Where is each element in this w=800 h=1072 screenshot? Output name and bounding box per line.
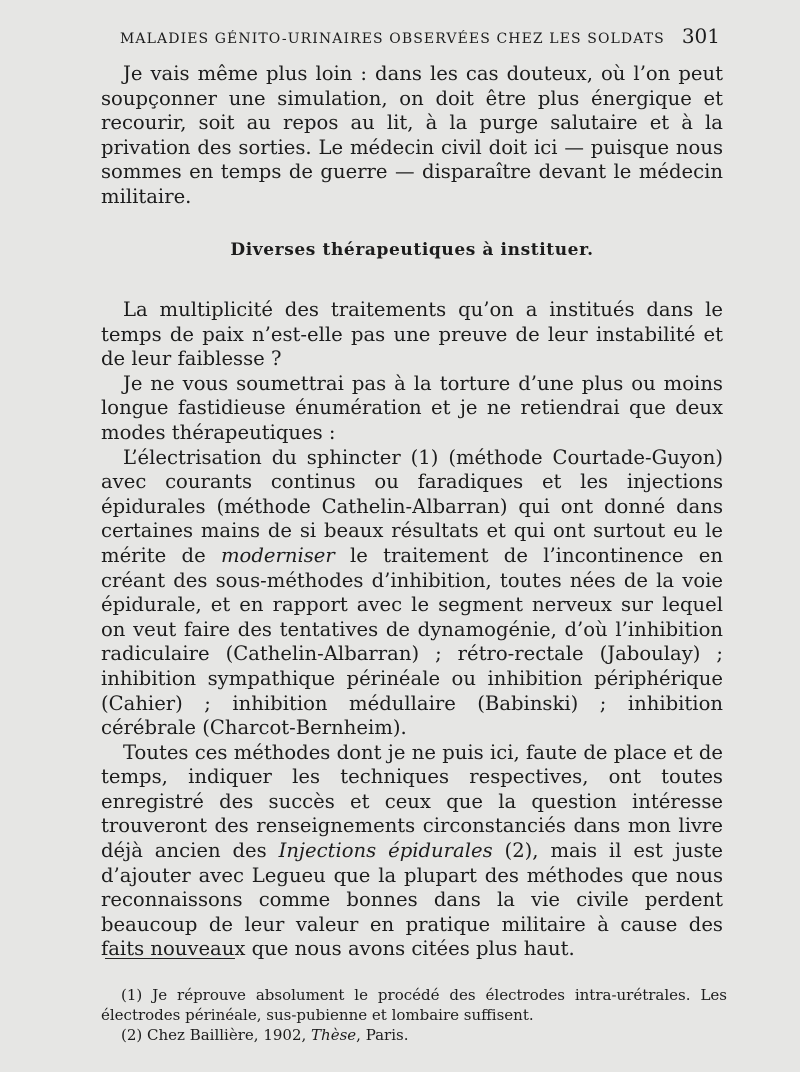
section-body — [101, 298, 723, 962]
intro-text — [101, 62, 723, 210]
paragraph-4-part-b: (2), mais il est juste d’ajouter avec Legueu que la plupart des méthodes que nous reconnaissons comme bonnes dans la vie civile perdent beaucoup de leur valeur en pratique militaire à cause des faits nouveaux que nous avons citées plus haut. — [101, 839, 724, 961]
footnotes — [101, 985, 727, 1045]
page-number: 301 — [681, 24, 720, 48]
footnote-2-part-b: , Paris. — [356, 1026, 409, 1044]
paragraph-4-emphasis: Injections épidurales — [278, 839, 493, 863]
paragraph-3 — [101, 446, 723, 741]
paragraph-4 — [101, 741, 723, 962]
footnote-divider — [105, 958, 235, 959]
footnote-2-part-a: (2) Chez Baillière, 1902, — [121, 1026, 312, 1044]
footnote-1: (1) Je réprouve absolument le procédé des électrodes intra-urétrales. Les électrodes périnéale, sus-pubienne et lombaire suffisent. — [101, 986, 727, 1024]
intro-paragraph: Je vais même plus loin : dans les cas douteux, où l’on peut soupçonner une simulation, on doit être plus énergique et recourir, soit au repos au lit, à la purge salutaire et à la privation des sorties. Le médecin civil doit ici — puisque nous sommes en temps de guerre — disparaître devant le médecin militaire. — [101, 62, 723, 208]
paragraph-4-part-a: Toutes ces méthodes dont je ne puis ici, faute de place et de temps, indiquer les techniques respectives, ont toutes enregistré des succès et ceux que la question intéresse trouveront des renseignements circonstanciés dans mon livre déjà ancien des — [101, 740, 723, 863]
running-header — [120, 24, 720, 48]
section-heading: Diverses thérapeutiques à instituer. — [230, 240, 594, 260]
paragraph-3-part-a: L’électrisation du sphincter (1) (méthode Courtade-Guyon) avec courants continus ou faradiques et les injections épidurales (méthode Cathelin-Albarran) qui ont donné dans certaines mains de si beaux résultats et qui ont surtout eu le mérite de — [101, 445, 723, 567]
paragraph-1: La multiplicité des traitements qu’on a institués dans le temps de paix n’est-elle pas une preuve de leur instabilité et de leur faiblesse ? — [101, 298, 723, 371]
paragraph-2: Je ne vous soumettrai pas à la torture d’une plus ou moins longue fastidieuse énumération et je ne retiendrai que deux modes thérapeutiques : — [101, 371, 723, 444]
footnote-2 — [101, 1025, 727, 1045]
paragraph-3-part-b: le traitement de l’incontinence en créant des sous-méthodes d’inhibition, toutes nées de la voie épidurale, et en rapport avec le segment nerveux sur lequel on veut faire des tentatives de dynamogénie, d’où l’inhibition radiculaire (Cathelin-Albarran) ; rétro-rectale (Jaboulay) ; inhibition sympathique périnéale ou inhibition périphérique (Cahier) ; inhibition médullaire (Babinski) ; inhibition cérébrale (Charcot-Bernheim). — [101, 543, 723, 740]
running-title: MALADIES GÉNITO-URINAIRES OBSERVÉES CHEZ LES SOLDATS — [120, 31, 665, 47]
footnote-2-emphasis: Thèse — [311, 1026, 357, 1044]
paragraph-3-emphasis: moderniser — [220, 543, 335, 567]
